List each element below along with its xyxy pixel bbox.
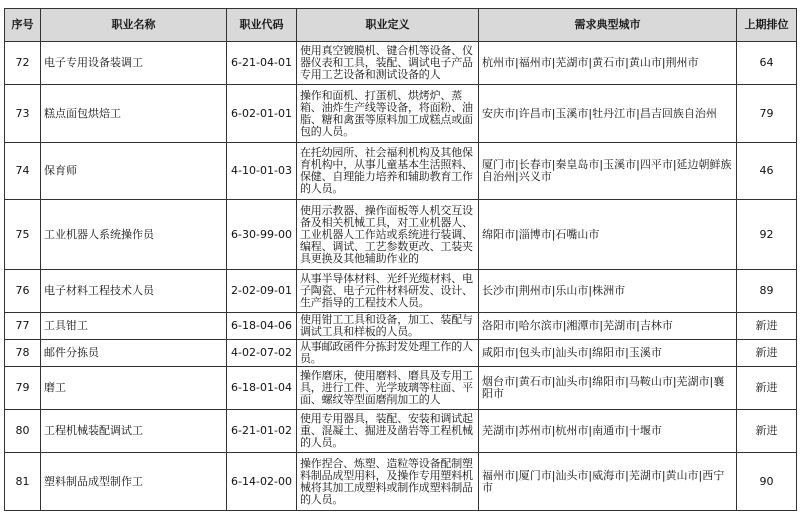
row-occupation-code: 6-14-02-00	[227, 453, 297, 511]
row-typical-cities: 洛阳市|哈尔滨市|湘潭市|芜湖市|吉林市	[479, 313, 737, 340]
row-index: 77	[5, 313, 41, 340]
table-row	[5, 42, 797, 85]
header-previous-rank: 上期排位	[737, 9, 797, 42]
table-body	[5, 42, 797, 511]
row-typical-cities: 绵阳市|淄博市|石嘴山市	[479, 200, 737, 270]
row-occupation-name: 电子材料工程技术人员	[41, 270, 227, 313]
row-previous-rank: 46	[737, 143, 797, 200]
table-row	[5, 313, 797, 340]
row-definition: 使用专用器具，装配、安装和调试起重、混凝土、掘进及凿岩等工程机械的人员。	[300, 413, 473, 449]
row-definition: 使用钳工工具和设备，加工、装配与调试工具和样板的人员。	[300, 314, 473, 338]
row-typical-cities: 烟台市|黄石市|汕头市|绵阳市|马鞍山市|芜湖市|襄阳市	[479, 367, 737, 410]
row-typical-cities: 安庆市|许昌市|玉溪市|牡丹江市|昌吉回族自治州	[479, 85, 737, 143]
table-row	[5, 453, 797, 511]
row-previous-rank: 新进	[737, 367, 797, 410]
row-previous-rank: 新进	[737, 410, 797, 453]
row-occupation-name: 邮件分拣员	[41, 340, 227, 367]
row-index: 76	[5, 270, 41, 313]
header-typical-cities: 需求典型城市	[479, 9, 737, 42]
row-index: 72	[5, 42, 41, 85]
row-previous-rank: 新进	[737, 340, 797, 367]
table-row	[5, 85, 797, 143]
row-definition: 从事半导体材料、光纤光缆材料、电子陶瓷、电子元件材料研发、设计、生产指导的工程技术人员。	[300, 273, 473, 309]
row-typical-cities: 咸阳市|包头市|汕头市|绵阳市|玉溪市	[479, 340, 737, 367]
row-occupation-code: 4-10-01-03	[227, 143, 297, 200]
header-definition: 职业定义	[297, 9, 479, 42]
table-row	[5, 340, 797, 367]
row-occupation-name: 工程机械装配调试工	[41, 410, 227, 453]
row-definition-cell	[297, 367, 479, 410]
row-previous-rank: 79	[737, 85, 797, 143]
row-occupation-name: 工具钳工	[41, 313, 227, 340]
row-previous-rank: 90	[737, 453, 797, 511]
row-definition-cell	[297, 270, 479, 313]
row-occupation-code: 4-02-07-02	[227, 340, 297, 367]
row-typical-cities: 福州市|厦门市|汕头市|威海市|芜湖市|黄山市|西宁市	[479, 453, 737, 511]
row-occupation-code: 2-02-09-01	[227, 270, 297, 313]
row-index: 79	[5, 367, 41, 410]
row-occupation-name: 保育师	[41, 143, 227, 200]
row-occupation-code: 6-18-04-06	[227, 313, 297, 340]
row-typical-cities: 长沙市|荆州市|乐山市|株洲市	[479, 270, 737, 313]
row-previous-rank: 89	[737, 270, 797, 313]
row-definition-cell	[297, 453, 479, 511]
header-occupation-name: 职业名称	[41, 9, 227, 42]
row-definition: 从事邮政函件分拣封发处理工作的人员。	[300, 341, 473, 365]
row-occupation-code: 6-02-01-01	[227, 85, 297, 143]
row-definition-cell	[297, 200, 479, 270]
table-row	[5, 270, 797, 313]
table-row	[5, 200, 797, 270]
table-header	[5, 9, 797, 42]
row-occupation-name: 磨工	[41, 367, 227, 410]
table-row	[5, 367, 797, 410]
row-occupation-name: 工业机器人系统操作员	[41, 200, 227, 270]
row-occupation-name: 电子专用设备装调工	[41, 42, 227, 85]
header-occupation-code: 职业代码	[227, 9, 297, 42]
table-row	[5, 143, 797, 200]
row-definition: 操作捏合、炼塑、造粒等设备配制塑料制品成型用料，及操作专用塑料机械将其加工成塑料或制作成塑料制品的人员。	[300, 457, 473, 506]
row-definition-cell	[297, 313, 479, 340]
row-index: 78	[5, 340, 41, 367]
row-definition-cell	[297, 42, 479, 85]
row-index: 74	[5, 143, 41, 200]
row-previous-rank: 新进	[737, 313, 797, 340]
row-definition: 使用真空镀膜机、键合机等设备、仪器仪表和工具，装配、调试电子产品专用工艺设备和测试设备的人	[300, 45, 473, 81]
row-definition: 在托幼园所、社会福利机构及其他保育机构中，从事儿童基本生活照料、保健、自理能力培养和辅助教育工作的人员。	[300, 147, 473, 195]
row-definition-cell	[297, 340, 479, 367]
row-index: 80	[5, 410, 41, 453]
row-occupation-name: 塑料制品成型制作工	[41, 453, 227, 511]
row-definition-cell	[297, 85, 479, 143]
row-previous-rank: 64	[737, 42, 797, 85]
row-definition-cell	[297, 143, 479, 200]
row-definition-cell	[297, 410, 479, 453]
row-index: 75	[5, 200, 41, 270]
row-definition: 使用示教器、操作面板等人机交互设备及相关机械工具，对工业机器人、工业机器人工作站或系统进行装调、编程、调试、工艺参数更改、工装夹具更换及其他辅助作业的	[300, 204, 473, 265]
row-typical-cities: 杭州市|福州市|芜湖市|黄石市|黄山市|荆州市	[479, 42, 737, 85]
row-occupation-code: 6-21-04-01	[227, 42, 297, 85]
row-typical-cities: 芜湖市|苏州市|杭州市|南通市|十堰市	[479, 410, 737, 453]
row-index: 81	[5, 453, 41, 511]
row-index: 73	[5, 85, 41, 143]
row-typical-cities: 厦门市|长春市|秦皇岛市|玉溪市|四平市|延边朝鲜族自治州|兴义市	[479, 143, 737, 200]
row-definition: 操作磨床，使用磨料、磨具及专用工具，进行工件、光学玻璃等柱面、平面、螺纹等型面磨削加工的人	[300, 370, 473, 406]
occupation-table	[4, 8, 797, 511]
row-previous-rank: 92	[737, 200, 797, 270]
header-row	[5, 9, 797, 42]
row-occupation-code: 6-21-01-02	[227, 410, 297, 453]
row-occupation-code: 6-30-99-00	[227, 200, 297, 270]
row-definition: 操作和面机、打蛋机、烘烤炉、蒸箱、油炸生产线等设备，将面粉、油脂、糖和禽蛋等原料加工成糕点或面包的人员。	[300, 89, 473, 138]
header-index: 序号	[5, 9, 41, 42]
row-occupation-name: 糕点面包烘焙工	[41, 85, 227, 143]
table-row	[5, 410, 797, 453]
row-occupation-code: 6-18-01-04	[227, 367, 297, 410]
